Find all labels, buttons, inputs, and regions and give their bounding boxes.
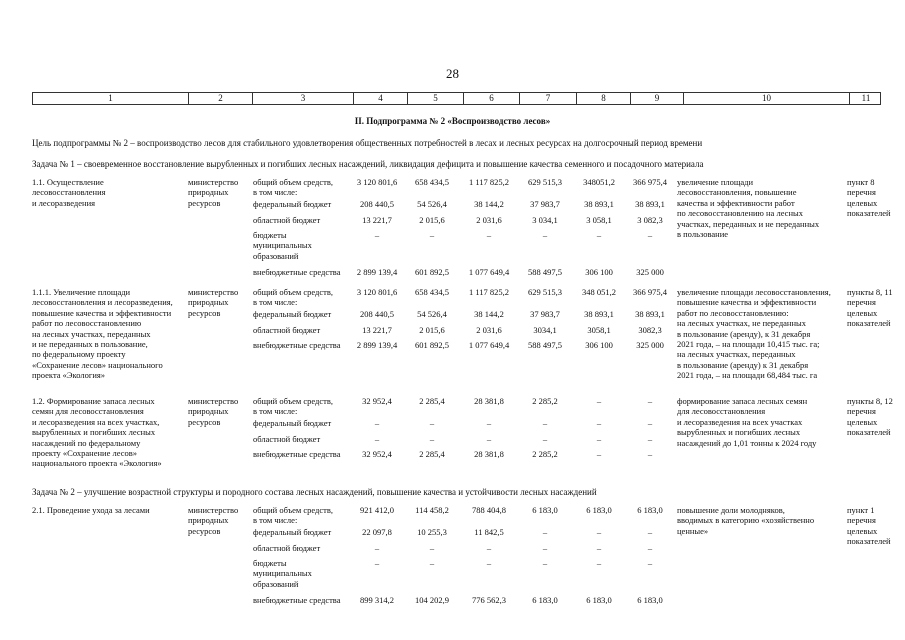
funding-value: – [486, 434, 492, 444]
funding-value: 2 015,6 [419, 215, 445, 225]
funding-value: 366 975,4 [633, 177, 667, 187]
funding-value: 899 314,2 [360, 595, 394, 605]
funding-value: – [429, 230, 435, 240]
funding-value: 54 526,4 [417, 199, 447, 209]
measure-name: повышение качества и эффективности [32, 307, 172, 318]
funding-source: муниципальных [253, 240, 312, 251]
expected-result: насаждений до 1,01 тонны к 2024 году [677, 437, 817, 448]
funding-value: 38 893,1 [635, 309, 665, 319]
measure-name: 1.1.1. Увеличение площади [32, 287, 131, 297]
funding-value: 22 097,8 [362, 527, 392, 537]
expected-result: лесовосстановления, повышение [677, 187, 797, 198]
column-header-4: 4 [354, 93, 408, 104]
funding-value: 2 285,2 [532, 449, 558, 459]
funding-value: – [647, 543, 653, 553]
funding-source: внебюджетные средства [253, 595, 341, 605]
funding-value: – [647, 527, 653, 537]
funding-value: 3 082,3 [637, 215, 663, 225]
funding-value: 38 144,2 [474, 199, 504, 209]
indicator-reference: пункт 8 [847, 177, 875, 187]
funding-source: федеральный бюджет [253, 527, 332, 537]
funding-value: 776 562,3 [472, 595, 506, 605]
measure-name: и лесоразведения на всех участках, [32, 416, 160, 427]
measure-name: «Сохранение лесов» национального [32, 359, 163, 370]
funding-value: – [486, 418, 492, 428]
funding-source: образований [253, 578, 299, 589]
funding-value: 6 183,0 [637, 505, 663, 515]
measure-name: 1.1. Осуществление [32, 177, 104, 187]
funding-value: 921 412,0 [360, 505, 394, 515]
funding-source: общий объем средств, [253, 177, 334, 187]
funding-value: 3 120 801,6 [356, 287, 398, 297]
funding-source: внебюджетные средства [253, 449, 341, 459]
indicator-reference: показателей [847, 208, 891, 219]
funding-source: областной бюджет [253, 215, 321, 225]
funding-value: – [374, 434, 380, 444]
funding-value: – [374, 543, 380, 553]
measure-name: и не переданных в пользование, [32, 339, 148, 349]
funding-source: в том числе: [253, 406, 298, 417]
funding-source: муниципальных [253, 568, 312, 579]
column-header-10: 10 [684, 93, 850, 104]
column-header-1: 1 [33, 93, 189, 104]
executor: министерство [188, 505, 239, 515]
funding-value: 1 077 649,4 [468, 340, 510, 350]
funding-value: 208 440,5 [360, 309, 394, 319]
funding-source: бюджеты [253, 230, 287, 240]
funding-value: – [542, 230, 548, 240]
funding-value: 1 117 825,2 [468, 287, 510, 297]
funding-value: 37 983,7 [530, 309, 560, 319]
funding-value: 588 497,5 [528, 267, 562, 277]
funding-value: 2 899 139,4 [356, 340, 398, 350]
measure-name: семян для лесовосстановления [32, 406, 144, 417]
funding-value: – [429, 434, 435, 444]
executor: природных [188, 406, 229, 417]
expected-result: вырубленных и погибших лесных [677, 427, 801, 438]
funding-value: 28 381,8 [474, 396, 504, 406]
page-number: 28 [446, 66, 459, 81]
funding-value: 6 183,0 [532, 595, 558, 605]
funding-value: – [429, 543, 435, 553]
expected-result: увеличение площади [677, 177, 754, 187]
funding-source: в том числе: [253, 515, 298, 526]
indicator-reference: целевых [847, 307, 878, 318]
funding-value: 54 526,4 [417, 309, 447, 319]
funding-value: – [486, 230, 492, 240]
funding-value: – [374, 418, 380, 428]
indicator-reference: показателей [847, 427, 891, 438]
funding-value: – [596, 396, 602, 406]
expected-result: по лесовосстановлению на лесных [677, 208, 803, 219]
funding-value: 32 952,4 [362, 396, 392, 406]
indicator-reference: показателей [847, 536, 891, 547]
funding-source: в том числе: [253, 187, 298, 198]
funding-value: 2 015,6 [419, 325, 445, 335]
funding-value: 6 183,0 [637, 595, 663, 605]
measure-name: лесовосстановления [32, 187, 106, 198]
indicator-reference: пункты 8, 11 [847, 287, 893, 297]
funding-value: – [596, 543, 602, 553]
funding-value: 2 899 139,4 [356, 267, 398, 277]
executor: ресурсов [188, 525, 221, 536]
expected-result: работ по лесовосстановлению: [677, 307, 789, 318]
expected-result: в пользование (аренду), к 31 декабря [677, 328, 811, 339]
funding-value: 325 000 [636, 340, 664, 350]
funding-value: – [542, 527, 548, 537]
funding-value: 104 202,9 [415, 595, 449, 605]
funding-value: 38 893,1 [584, 309, 614, 319]
indicator-reference: перечня [847, 515, 876, 526]
funding-value: 32 952,4 [362, 449, 392, 459]
funding-value: 13 221,7 [362, 325, 392, 335]
funding-value: 38 144,2 [474, 309, 504, 319]
funding-source: общий объем средств, [253, 287, 334, 297]
funding-value: 114 458,2 [415, 505, 449, 515]
executor: министерство [188, 177, 239, 187]
executor: ресурсов [188, 197, 221, 208]
funding-source: областной бюджет [253, 543, 321, 553]
funding-value: 3058,1 [587, 325, 611, 335]
funding-source: внебюджетные средства [253, 340, 341, 350]
funding-value: 306 100 [585, 340, 613, 350]
funding-value: 10 255,3 [417, 527, 447, 537]
funding-value: 13 221,7 [362, 215, 392, 225]
funding-value: 1 117 825,2 [468, 177, 510, 187]
expected-result: в пользование [677, 229, 729, 239]
funding-value: – [647, 434, 653, 444]
funding-value: 3 058,1 [586, 215, 612, 225]
funding-value: 348 051,2 [582, 287, 616, 297]
funding-value: 3 120 801,6 [356, 177, 398, 187]
funding-value: 6 183,0 [532, 505, 558, 515]
funding-value: – [596, 434, 602, 444]
measure-name: по федеральному проекту [32, 349, 126, 360]
funding-source: бюджеты [253, 558, 287, 568]
measure-name: проекту «Сохранение лесов» [32, 448, 137, 458]
expected-result: в пользование (аренду) к 31 декабря [677, 359, 809, 370]
funding-source: федеральный бюджет [253, 199, 332, 209]
measure-name: работ по лесовосстановлению [32, 318, 142, 329]
funding-value: – [596, 558, 602, 568]
funding-value: – [596, 527, 602, 537]
funding-source: федеральный бюджет [253, 418, 332, 428]
funding-value: 3 034,1 [532, 215, 558, 225]
executor: природных [188, 515, 229, 526]
expected-result: повышение качества и эффективности [677, 297, 817, 308]
funding-value: – [596, 449, 602, 459]
expected-result: вводимых в категорию «хозяйственно [677, 515, 815, 526]
funding-value: – [596, 418, 602, 428]
funding-value: 629 515,3 [528, 177, 562, 187]
funding-value: – [542, 418, 548, 428]
measure-name: 1.2. Формирование запаса лесных [32, 396, 155, 406]
column-header-11: 11 [861, 93, 871, 103]
funding-value: 601 892,5 [415, 267, 449, 277]
column-header-3: 3 [253, 93, 354, 104]
measure-name: вырубленных и погибших лесных [32, 427, 156, 438]
expected-result: участках, переданных и не переданных [677, 218, 820, 229]
funding-value: 2 031,6 [476, 215, 502, 225]
task-1: Задача № 1 – своевременное восстановление вырубленных и погибших лесных насаждений, ликвидация дефицита и повышение качества семенного и посадочного материала [32, 159, 704, 169]
funding-source: областной бюджет [253, 434, 321, 444]
funding-value: 6 183,0 [586, 505, 612, 515]
funding-value: 6 183,0 [586, 595, 612, 605]
funding-value: 208 440,5 [360, 199, 394, 209]
funding-value: 325 000 [636, 267, 664, 277]
funding-value: 3082,3 [638, 325, 662, 335]
funding-value: – [374, 558, 380, 568]
measure-name: проекта «Экология» [32, 370, 106, 381]
expected-result: формирование запаса лесных семян [677, 396, 808, 406]
executor: министерство [188, 396, 239, 406]
funding-source: образований [253, 250, 299, 261]
funding-value: 2 285,4 [419, 396, 445, 406]
funding-value: 3034,1 [533, 325, 557, 335]
funding-value: – [374, 230, 380, 240]
funding-value: – [542, 543, 548, 553]
funding-value: 37 983,7 [530, 199, 560, 209]
funding-source: в том числе: [253, 297, 298, 308]
indicator-reference: целевых [847, 525, 878, 536]
expected-result: 2021 года, – на площади 10,415 тыс. га; [677, 339, 820, 349]
funding-source: общий объем средств, [253, 396, 334, 406]
funding-value: – [647, 558, 653, 568]
funding-value: 306 100 [585, 267, 613, 277]
funding-source: областной бюджет [253, 325, 321, 335]
funding-value: – [429, 418, 435, 428]
column-header-row [32, 92, 881, 105]
executor: ресурсов [188, 307, 221, 318]
funding-value: – [647, 230, 653, 240]
funding-value: 28 381,8 [474, 449, 504, 459]
column-header-7: 7 [520, 93, 577, 104]
column-header-2: 2 [189, 93, 253, 104]
expected-result: на лесных участках, не переданных [677, 318, 806, 329]
funding-source: общий объем средств, [253, 505, 334, 515]
executor: ресурсов [188, 416, 221, 427]
expected-result: 2021 года, – на площади 68,484 тыс. га [677, 370, 818, 381]
measure-name: и лесоразведения [32, 197, 96, 208]
column-header-5: 5 [408, 93, 464, 104]
expected-result: повышение доли молодняков, [677, 505, 785, 515]
measure-name: национального проекта «Экология» [32, 458, 162, 469]
task-2: Задача № 2 – улучшение возрастной структуры и породного состава лесных насаждений, повышение качества и устойчивости лесных насаждений [32, 487, 597, 497]
funding-value: 1 077 649,4 [468, 267, 510, 277]
measure-name: 2.1. Проведение ухода за лесами [32, 505, 150, 515]
funding-value: 38 893,1 [635, 199, 665, 209]
funding-value: 601 892,5 [415, 340, 449, 350]
funding-value: 2 031,6 [476, 325, 502, 335]
funding-value: 2 285,4 [419, 449, 445, 459]
funding-value: 348051,2 [583, 177, 615, 187]
measure-name: насаждений по федеральному [32, 437, 141, 448]
funding-value: 629 515,3 [528, 287, 562, 297]
column-header-8: 8 [577, 93, 631, 104]
indicator-reference: целевых [847, 197, 878, 208]
funding-value: 658 434,5 [415, 177, 449, 187]
funding-value: – [486, 543, 492, 553]
indicator-reference: пункты 8, 12 [847, 396, 893, 406]
funding-value: 788 404,8 [472, 505, 506, 515]
expected-result: увеличение площади лесовосстановления, [677, 287, 831, 297]
expected-result: на лесных участках, переданных [677, 349, 796, 360]
indicator-reference: показателей [847, 318, 891, 329]
expected-result: ценные» [677, 525, 709, 536]
subprogram-title: II. Подпрограмма № 2 «Воспроизводство лесов» [354, 116, 551, 126]
funding-value: 2 285,2 [532, 396, 558, 406]
executor: природных [188, 297, 229, 308]
expected-result: качества и эффективности работ [677, 197, 795, 208]
funding-value: – [647, 396, 653, 406]
indicator-reference: пункт 1 [847, 505, 875, 515]
funding-value: 38 893,1 [584, 199, 614, 209]
funding-source: внебюджетные средства [253, 267, 341, 277]
funding-value: 588 497,5 [528, 340, 562, 350]
indicator-reference: перечня [847, 187, 876, 198]
funding-value: – [542, 434, 548, 444]
measure-name: лесовосстановления и лесоразведения, [32, 297, 173, 308]
funding-value: – [647, 418, 653, 428]
executor: министерство [188, 287, 239, 297]
funding-value: 366 975,4 [633, 287, 667, 297]
executor: природных [188, 187, 229, 198]
expected-result: и лесоразведения на всех участках [677, 416, 803, 427]
funding-value: – [542, 558, 548, 568]
indicator-reference: перечня [847, 297, 876, 308]
column-header-9: 9 [631, 93, 684, 104]
funding-value: – [486, 558, 492, 568]
funding-value: 11 842,5 [474, 527, 504, 537]
indicator-reference: целевых [847, 416, 878, 427]
indicator-reference: перечня [847, 406, 876, 417]
funding-value: – [647, 449, 653, 459]
funding-source: федеральный бюджет [253, 309, 332, 319]
measure-name: на лесных участках, переданных [32, 328, 151, 339]
expected-result: для лесовосстановления [677, 406, 766, 417]
funding-value: – [429, 558, 435, 568]
subprogram-goal: Цель подпрограммы № 2 – воспроизводство лесов для стабильного удовлетворения общественных потребностей в лесах и лесных ресурсах на долгосрочный период времени [32, 138, 703, 148]
funding-value: – [596, 230, 602, 240]
funding-value: 658 434,5 [415, 287, 449, 297]
column-header-6: 6 [464, 93, 520, 104]
